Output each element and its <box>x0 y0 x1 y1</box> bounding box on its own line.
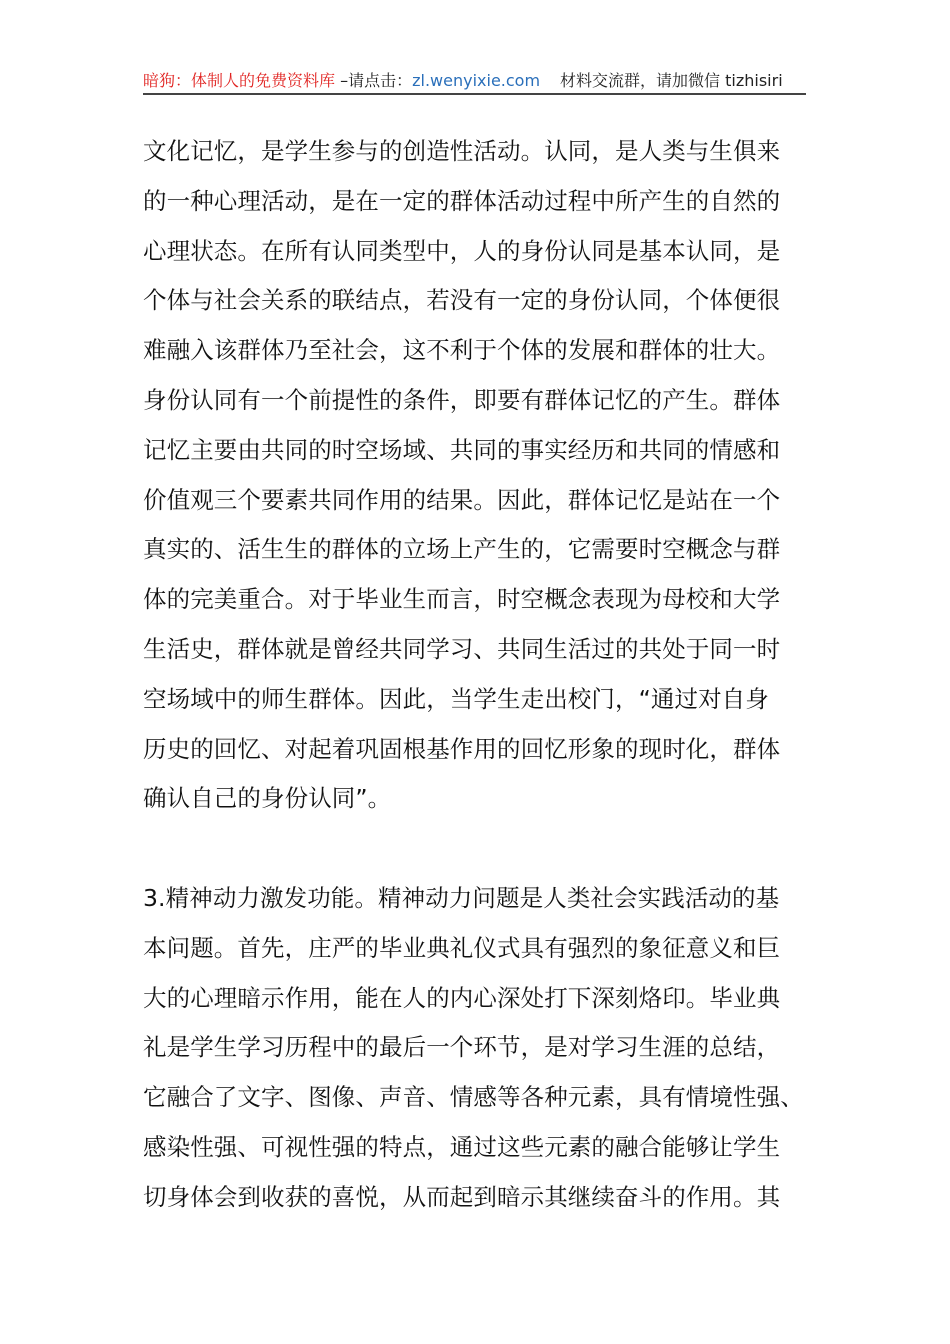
text-line: 礼是学生学习历程中的最后一个环节，是对学习生涯的总结， <box>143 1033 781 1062</box>
text-line: 记忆主要由共同的时空场域、共同的事实经历和共同的情感和 <box>143 435 781 464</box>
text-line: 难融入该群体乃至社会，这不利于个体的发展和群体的壮大。 <box>143 336 781 365</box>
text-line: 体的完美重合。对于毕业生而言，时空概念表现为母校和大学 <box>143 585 781 614</box>
text-line: 确认自己的身份认同”。 <box>143 784 392 813</box>
paragraph-1 <box>143 134 823 831</box>
site-link[interactable]: zl.wenyixie.com <box>412 71 541 90</box>
text-line: 它融合了文字、图像、声音、情感等各种元素，具有情境性强、 <box>143 1083 804 1112</box>
text-line: 本问题。首先，庄严的毕业典礼仪式具有强烈的象征意义和巨 <box>143 933 781 962</box>
click-prefix: –请点击： <box>335 71 413 90</box>
text-line: 切身体会到收获的喜悦，从而起到暗示其继续奋斗的作用。其 <box>143 1182 781 1211</box>
paragraph-2 <box>143 881 823 1230</box>
text-line: 的一种心理活动，是在一定的群体活动过程中所产生的自然的 <box>143 186 781 215</box>
text-line: 空场域中的师生群体。因此，当学生走出校门，“通过对自身 <box>143 684 769 713</box>
contact-text: 材料交流群，请加微信 tizhisiri <box>560 71 783 90</box>
header-rule <box>143 93 806 95</box>
paragraph-gap <box>143 831 823 881</box>
text-line: 历史的回忆、对起着巩固根基作用的回忆形象的现时化，群体 <box>143 734 781 763</box>
document-body <box>143 134 823 1230</box>
brand-text: 暗狗：体制人的免费资料库 <box>143 71 336 90</box>
text-line: 心理状态。在所有认同类型中，人的身份认同是基本认同，是 <box>143 236 781 265</box>
text-line: 真实的、活生生的群体的立场上产生的，它需要时空概念与群 <box>143 535 781 564</box>
text-line: 文化记忆，是学生参与的创造性活动。认同，是人类与生俱来 <box>143 137 781 165</box>
text-line: 生活史，群体就是曾经共同学习、共同生活过的共处于同一时 <box>143 634 781 663</box>
text-line: 价值观三个要素共同作用的结果。因此，群体记忆是站在一个 <box>143 485 781 514</box>
text-line: 3.精神动力激发功能。精神动力问题是人类社会实践活动的基 <box>143 883 780 912</box>
page-header <box>143 68 806 92</box>
text-line: 身份认同有一个前提性的条件，即要有群体记忆的产生。群体 <box>143 385 781 414</box>
text-line: 个体与社会关系的联结点，若没有一定的身份认同，个体便很 <box>143 286 781 315</box>
text-line: 感染性强、可视性强的特点，通过这些元素的融合能够让学生 <box>143 1132 781 1161</box>
text-line: 大的心理暗示作用，能在人的内心深处打下深刻烙印。毕业典 <box>143 983 781 1012</box>
